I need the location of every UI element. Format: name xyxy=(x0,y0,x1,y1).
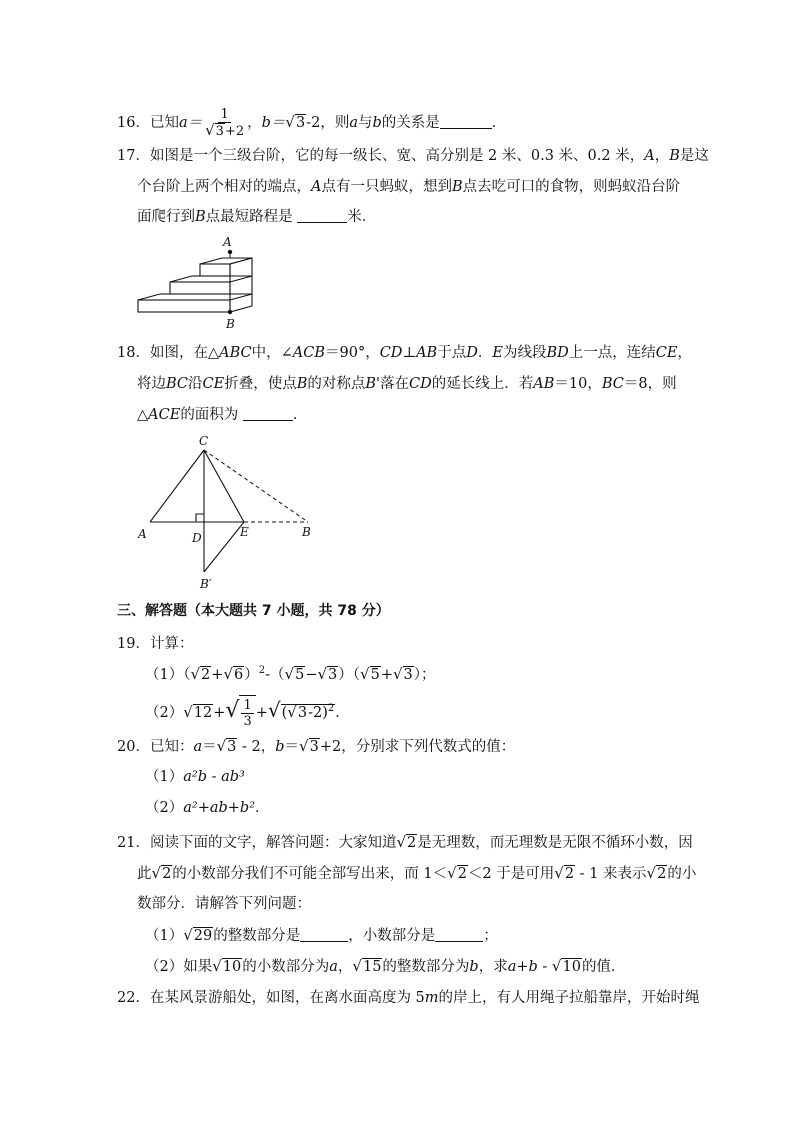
text: 的小数部分为 xyxy=(242,959,330,975)
text: （1） xyxy=(145,769,184,785)
question-21-line1 xyxy=(117,832,693,853)
text: 米． xyxy=(347,209,377,225)
sqrt: √5 xyxy=(284,665,305,683)
text: ） xyxy=(244,667,259,683)
text: 为线段 xyxy=(502,345,547,361)
text: ． xyxy=(292,407,308,423)
radicand: 3 xyxy=(295,115,306,131)
expression: a²+ab+b² xyxy=(183,800,256,816)
answer-blank xyxy=(435,927,483,942)
text: 个台阶上两个相对的端点， xyxy=(137,179,311,195)
question-21-part1 xyxy=(145,925,498,946)
text: +2，分别求下列代数式的值： xyxy=(319,739,516,755)
text: 中，∠ xyxy=(251,345,293,361)
answer-blank xyxy=(297,208,347,223)
stair-side xyxy=(230,258,252,312)
var-a: a xyxy=(329,959,338,975)
text: 是无理数，而无理数是无限不循环小数，因 xyxy=(417,835,693,851)
text: 的小 xyxy=(667,866,697,882)
text: 将边 xyxy=(137,376,166,392)
q16-b-eq: b＝ xyxy=(261,115,286,131)
sqrt: √3 xyxy=(287,703,308,721)
sqrt: √3 xyxy=(317,665,338,683)
question-17-line1 xyxy=(117,146,709,166)
text: （2） xyxy=(145,705,184,721)
question-21-line2 xyxy=(137,863,696,884)
text: ＝90°， xyxy=(325,345,380,361)
text: + xyxy=(380,667,393,683)
step-tread-1 xyxy=(138,294,252,300)
radicand: 3 xyxy=(215,124,224,139)
question-16 xyxy=(117,107,506,139)
var: BC xyxy=(601,376,624,392)
var: ACB xyxy=(292,345,325,361)
radicand: 2 xyxy=(657,866,667,882)
var: ACE xyxy=(148,407,181,423)
q16-frac-den xyxy=(203,123,246,139)
label-E: E xyxy=(240,525,249,539)
text: 21．阅读下面的文字，解答问题：大家知道 xyxy=(117,835,397,851)
step-front-1 xyxy=(138,300,230,312)
text: + xyxy=(211,667,224,683)
text: （2） xyxy=(145,800,184,816)
answer-blank xyxy=(440,114,492,129)
radicand: 3 xyxy=(297,705,308,721)
text: ， xyxy=(677,345,692,361)
text: 的延长线上．若 xyxy=(431,376,534,392)
text: ）（ xyxy=(338,667,361,683)
question-17-line3 xyxy=(137,207,376,227)
text: - xyxy=(537,959,552,975)
question-21-line3: 数部分．请解答下列问题： xyxy=(137,896,311,912)
segment-AC xyxy=(150,450,204,522)
sqrt: √3 xyxy=(285,113,306,131)
question-18-line1 xyxy=(117,343,692,363)
q16-frac-tail: +2 xyxy=(224,124,245,139)
question-19-part1 xyxy=(145,664,436,685)
label-A: A xyxy=(223,235,232,249)
radicand: 2 xyxy=(564,866,575,882)
var-a: a xyxy=(193,739,203,755)
var: CD xyxy=(379,345,403,361)
expression: a²b - ab³ xyxy=(183,769,245,785)
frac-den: 3 xyxy=(243,713,252,729)
radicand: 5 xyxy=(370,667,380,683)
exponent: 2 xyxy=(258,665,266,676)
label-B: B xyxy=(226,317,235,331)
sqrt: √2 xyxy=(190,665,211,683)
var: B xyxy=(451,179,463,195)
var: AB xyxy=(533,376,555,392)
sqrt: √3 xyxy=(299,737,319,755)
radicand: 12 xyxy=(193,705,213,721)
radicand: 5 xyxy=(295,667,305,683)
var-b: b xyxy=(372,115,382,131)
expression: a+b xyxy=(507,959,538,975)
step-tread-3 xyxy=(200,258,252,264)
text: 点去吃可口的食物，则蚂蚁沿台阶 xyxy=(462,179,681,195)
answer-blank xyxy=(300,927,348,942)
text: 点最短路程是 xyxy=(205,209,293,225)
var: CD xyxy=(409,376,432,392)
q16-frac-num: 1 xyxy=(220,107,229,122)
text: ， xyxy=(337,959,353,975)
label-B: B xyxy=(302,525,311,539)
var: B xyxy=(669,148,680,164)
text: 的整数部分是 xyxy=(213,928,301,944)
var: CE xyxy=(655,345,678,361)
var: AB xyxy=(416,345,438,361)
radicand: 3 xyxy=(403,667,413,683)
sqrt: √3 xyxy=(216,737,237,755)
label-A: A xyxy=(138,527,147,541)
sqrt: √10 xyxy=(551,957,581,975)
text: 20．已知： xyxy=(117,739,194,755)
radicand: 2 xyxy=(407,835,417,851)
text: 于点 xyxy=(437,345,467,361)
var: B xyxy=(195,209,206,225)
text: ． xyxy=(477,345,493,361)
text: 的小数部分我们不可能全部写出来，而 1＜ xyxy=(172,866,448,882)
text: ＝ xyxy=(284,739,300,755)
text: - 2， xyxy=(237,739,276,755)
sqrt: √10 xyxy=(212,957,242,975)
radicand: 3 xyxy=(328,667,338,683)
var: BC xyxy=(166,376,189,392)
section-heading: 三、解答题（本大题共 7 小题，共 78 分） xyxy=(117,603,390,619)
q16-b-tail: -2，则 xyxy=(306,115,350,131)
step-front-2 xyxy=(170,282,230,294)
text: 上一点，连结 xyxy=(568,345,656,361)
frac-num: 1 xyxy=(243,697,252,713)
q16-a-eq: a＝ xyxy=(178,115,203,131)
sqrt-outer: $√(√3-2)^2$ xyxy=(268,693,335,730)
text: ． xyxy=(335,705,350,721)
question-17-line2 xyxy=(137,177,680,197)
sqrt: √6 xyxy=(223,665,244,683)
sqrt: √3 xyxy=(205,121,224,139)
label-D: D xyxy=(192,531,202,545)
q16-comma: ， xyxy=(247,115,262,131)
fraction xyxy=(241,698,253,729)
text: 折叠，使点 xyxy=(224,376,297,392)
text: 17．如图是一个三级台阶，它的每一级长、宽、高分别是 2 米、0.3 米、0.2 米， xyxy=(117,148,645,164)
text: + xyxy=(213,705,226,721)
sqrt: √2 xyxy=(646,864,667,882)
question-19-part2 xyxy=(145,693,350,730)
text: 的整数部分为 xyxy=(382,959,470,975)
var: BD xyxy=(546,345,569,361)
radicand: 2 xyxy=(201,667,211,683)
text: 面爬行到 xyxy=(137,209,195,225)
sqrt-fraction: √ $\frac{1}{3}$ xyxy=(225,694,255,730)
text: ＝ xyxy=(202,739,217,755)
segment-EB-prime xyxy=(204,522,244,572)
question-20-part2 xyxy=(145,798,270,818)
question-18-line2 xyxy=(137,374,677,394)
question-18-line3 xyxy=(137,405,307,425)
radicand: 3 xyxy=(309,739,319,755)
var: A xyxy=(644,148,655,164)
question-19-title: 19．计算： xyxy=(117,636,194,652)
var-a: a xyxy=(349,115,358,131)
radicand: 2 xyxy=(457,866,467,882)
text: ． xyxy=(491,115,507,131)
text: △ xyxy=(137,407,149,423)
var-b: b xyxy=(469,959,479,975)
text: - 1 来表示 xyxy=(575,866,647,882)
text: 的对称点 xyxy=(307,376,366,392)
var: A xyxy=(311,179,322,195)
sqrt: √29 xyxy=(183,926,213,944)
radicand: 29 xyxy=(193,928,213,944)
staircase-figure xyxy=(132,232,332,332)
var: B xyxy=(296,376,308,392)
text: ( xyxy=(281,705,288,721)
radicand: 6 xyxy=(234,667,244,683)
text: ，求 xyxy=(478,959,508,975)
question-21-part2 xyxy=(145,956,625,977)
text: 18．如图，在△ xyxy=(117,345,220,361)
text: （1） xyxy=(145,928,184,944)
sqrt: √15 xyxy=(352,957,382,975)
sqrt: √2 xyxy=(554,864,575,882)
sqrt: √2 xyxy=(151,864,172,882)
text: − xyxy=(305,667,318,683)
var: ABC xyxy=(219,345,252,361)
text: 的值． xyxy=(581,959,626,975)
text: 是这 xyxy=(679,148,709,164)
point-B xyxy=(228,310,232,314)
var: B' xyxy=(365,376,381,392)
text: ＝8，则 xyxy=(623,376,677,392)
exponent: 2 xyxy=(327,703,335,714)
text: ． xyxy=(255,800,270,816)
text: ， xyxy=(654,148,670,164)
var-b: b xyxy=(275,739,285,755)
sqrt: √5 xyxy=(360,665,380,683)
text: 的关系是 xyxy=(381,115,440,131)
q16-label: 16．已知 xyxy=(117,115,179,131)
text: ⊥ xyxy=(402,345,417,361)
sqrt: √3 xyxy=(392,665,413,683)
text: ）； xyxy=(413,667,436,683)
text: 落在 xyxy=(380,376,410,392)
label-B-prime: B′ xyxy=(200,577,212,591)
text: ； xyxy=(483,928,498,944)
label-C: C xyxy=(199,434,209,448)
text: 点有一只蚂蚁，想到 xyxy=(321,179,452,195)
sqrt: √2 xyxy=(447,864,467,882)
text: 的岸上，有人用绳子拉船靠岸，开始时绳 xyxy=(438,990,700,1006)
var: CE xyxy=(202,376,225,392)
text: 的面积为 xyxy=(180,407,239,423)
step-tread-2 xyxy=(170,276,252,282)
text: + xyxy=(255,705,268,721)
text: 22．在某风景游船处，如图，在离水面高度为 5 xyxy=(117,990,425,1006)
radicand: 10 xyxy=(562,959,581,975)
text: ＜2 于是可用 xyxy=(467,866,555,882)
triangle-figure xyxy=(132,432,332,592)
text: -2) xyxy=(308,705,328,721)
segment-CB-dashed xyxy=(204,450,308,522)
sqrt: √2 xyxy=(396,833,417,851)
radicand: 3 xyxy=(227,739,237,755)
step-front-3 xyxy=(200,264,230,276)
segment-CE xyxy=(204,450,244,522)
radicand: 10 xyxy=(222,959,242,975)
answer-blank xyxy=(243,406,293,421)
var: E xyxy=(492,345,503,361)
question-20-part1 xyxy=(145,767,245,787)
question-22 xyxy=(117,988,700,1008)
text: ，小数部分是 xyxy=(348,928,436,944)
text: （1）（ xyxy=(145,667,191,683)
unit: m xyxy=(424,990,439,1006)
q16-fraction xyxy=(203,107,246,139)
text: 沿 xyxy=(188,376,203,392)
radicand: 2 xyxy=(162,866,172,882)
var: D xyxy=(466,345,478,361)
right-angle-mark xyxy=(196,514,204,522)
text: 与 xyxy=(358,115,373,131)
radicand: 15 xyxy=(362,959,382,975)
text: ＝10， xyxy=(554,376,602,392)
question-20 xyxy=(117,736,515,757)
text: 此 xyxy=(137,866,152,882)
text: （2）如果 xyxy=(145,959,213,975)
text: -（ xyxy=(265,667,285,683)
sqrt: √12 xyxy=(183,703,213,721)
